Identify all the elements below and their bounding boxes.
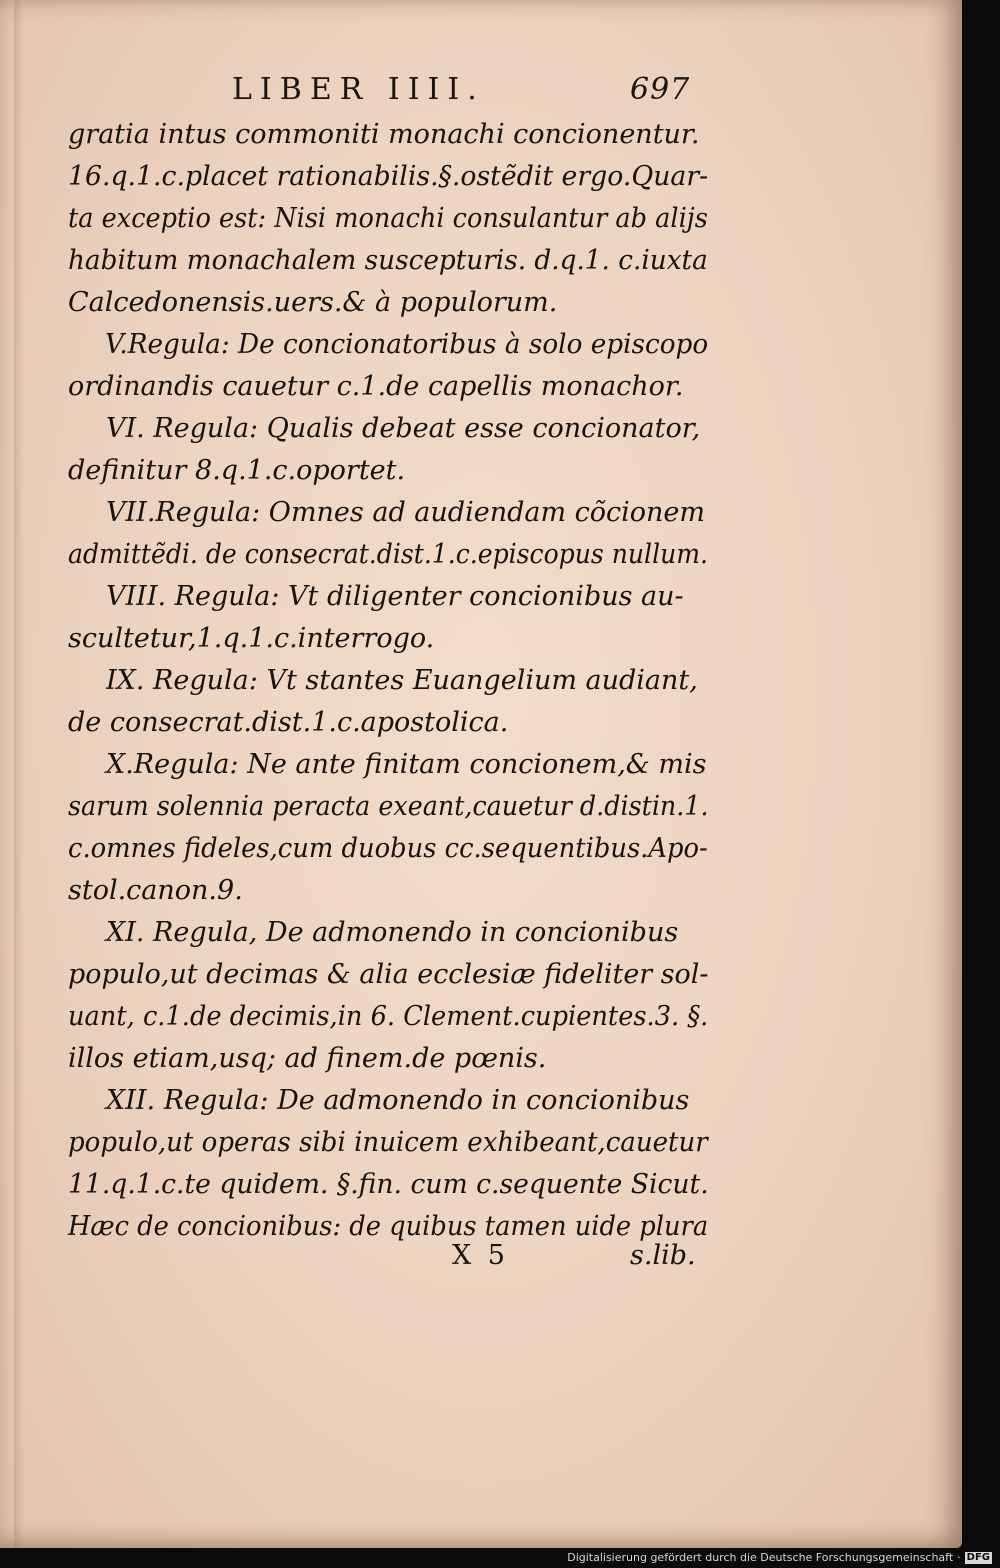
page-footer (0, 1240, 962, 1282)
text-line: IX. Regula: Vt stantes Euangelium audiant, (106, 665, 698, 696)
text-line: XI. Regula, De admonendo in concionibus (106, 917, 679, 948)
text-line: VI. Regula: Qualis debeat esse concionator, (106, 413, 701, 444)
dfg-logo-icon: DFG (966, 1551, 990, 1563)
text-line: X.Regula: Ne ante finitam concionem,& mis (106, 749, 707, 780)
text-line: V.Regula: De concionatoribus à solo episcopo (104, 329, 709, 360)
text-line: Calcedonensis.uers.& à populorum. (68, 287, 558, 318)
credit-text: Digitalisierung gefördert durch die Deutsche Forschungsgemeinschaft (567, 1551, 954, 1564)
text-line: admittẽdi. de consecrat.dist.1.c.episcopus nullum. (68, 539, 709, 570)
text-line: definitur 8.q.1.c.oportet. (68, 455, 406, 486)
digitization-credit (567, 1551, 992, 1564)
running-head: LIBER IIII. (232, 72, 485, 107)
text-line: VIII. Regula: Vt diligenter concionibus au- (106, 581, 684, 612)
text-line: uant, c.1.de decimis,in 6. Clement.cupientes.3. §. (68, 1001, 709, 1032)
text-line: ta exceptio est: Nisi monachi consulantur ab alijs (68, 203, 708, 234)
text-line: XII. Regula: De admonendo in concionibus (106, 1085, 690, 1116)
text-line: VII.Regula: Omnes ad audiendam cõcionem (106, 497, 706, 528)
text-line: de consecrat.dist.1.c.apostolica. (68, 707, 509, 738)
catchword: s.lib. (630, 1240, 696, 1271)
credit-separator: · (957, 1551, 961, 1564)
text-line: habitum monachalem suscepturis. d.q.1. c.iuxta (68, 245, 708, 276)
text-line: gratia intus commoniti monachi concionentur. (68, 119, 700, 150)
text-line: illos etiam,usq; ad finem.de pœnis. (68, 1043, 547, 1074)
text-line: stol.canon.9. (68, 875, 243, 906)
text-line: 16.q.1.c.placet rationabilis.§.ostẽdit ergo.Quar- (68, 161, 709, 192)
text-line: sarum solennia peracta exeant,cauetur d.distin.1. (68, 791, 709, 822)
text-line: populo,ut operas sibi inuicem exhibeant,cauetur (68, 1127, 708, 1158)
text-line: 11.q.1.c.te quidem. §.fin. cum c.sequente Sicut. (68, 1169, 709, 1200)
body-text (68, 114, 708, 1248)
text-line: ordinandis cauetur c.1.de capellis monachor. (68, 371, 684, 402)
text-line: scultetur,1.q.1.c.interrogo. (68, 623, 435, 654)
text-line: populo,ut decimas & alia ecclesiæ fideliter sol- (68, 959, 709, 990)
page-header (0, 72, 962, 116)
text-line: c.omnes fideles,cum duobus cc.sequentibus.Apo- (68, 833, 708, 864)
gutter-shading (14, 0, 24, 1548)
page-number: 697 (630, 72, 691, 107)
text-line: Hæc de concionibus: de quibus tamen uide plura (68, 1211, 709, 1242)
signature-mark: X 5 (452, 1240, 509, 1271)
